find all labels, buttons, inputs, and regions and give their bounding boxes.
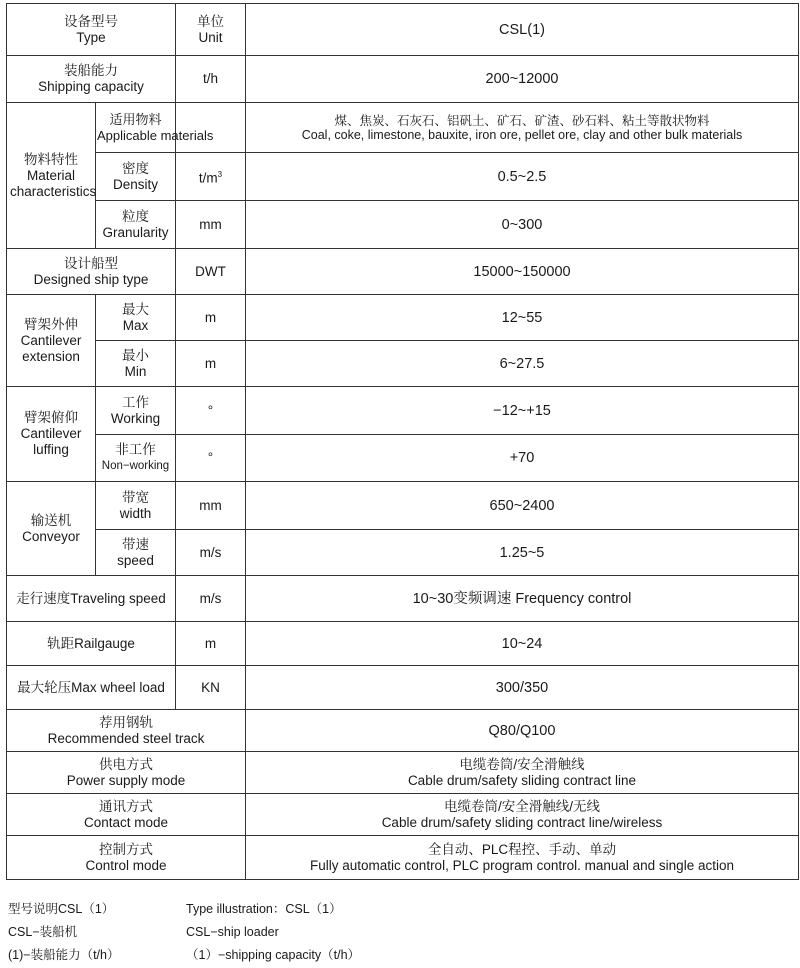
travel-unit: m/s bbox=[176, 576, 246, 622]
table-row bbox=[7, 153, 799, 201]
gauge-label: 轨距Railgauge bbox=[7, 622, 176, 666]
track-label bbox=[7, 710, 246, 752]
granularity-unit: mm bbox=[176, 201, 246, 249]
luff-nonwork-cn: 非工作 bbox=[115, 442, 156, 457]
ext-min-value: 6~27.5 bbox=[246, 341, 799, 387]
table-row bbox=[7, 794, 799, 836]
luff-work-en: Working bbox=[110, 410, 161, 426]
capacity-value: 200~12000 bbox=[246, 56, 799, 103]
table-row bbox=[7, 666, 799, 710]
control-value-cn: 全自动、PLC程控、手动、单动 bbox=[427, 841, 617, 857]
spec-table bbox=[6, 3, 799, 880]
header-unit-cn: 单位 bbox=[197, 13, 224, 29]
note-cn-line: (1)−装船能力（t/h） bbox=[8, 948, 120, 962]
luff-nonwork-unit: ° bbox=[176, 435, 246, 482]
belt-width-unit: mm bbox=[176, 482, 246, 530]
granularity-value: 0~300 bbox=[246, 201, 799, 249]
contact-value-en: Cable drum/safety sliding contract line/wireless bbox=[381, 814, 663, 830]
header-unit bbox=[176, 4, 246, 56]
header-param-en: Type bbox=[76, 29, 106, 45]
luff-nonwork-en: Non−working bbox=[101, 460, 170, 472]
wheel-label: 最大轮压Max wheel load bbox=[7, 666, 176, 710]
ext-min-en: Min bbox=[124, 363, 147, 379]
travel-label: 走行速度Traveling speed bbox=[7, 576, 176, 622]
table-row bbox=[7, 4, 799, 56]
ext-min-unit: m bbox=[176, 341, 246, 387]
ship-cn: 设计船型 bbox=[64, 255, 118, 271]
contact-value bbox=[246, 794, 799, 836]
extension-group-label bbox=[7, 295, 96, 387]
table-row bbox=[7, 622, 799, 666]
luffing-group-en: Cantilever luffing bbox=[20, 426, 82, 457]
density-unit-base: t/m bbox=[198, 170, 218, 186]
wheel-value: 300/350 bbox=[246, 666, 799, 710]
luff-work-value: −12~+15 bbox=[246, 387, 799, 435]
power-cn: 供电方式 bbox=[99, 756, 153, 772]
luffing-group-cn: 臂架俯仰 bbox=[24, 410, 78, 425]
density-value: 0.5~2.5 bbox=[246, 153, 799, 201]
material-group-label bbox=[7, 103, 96, 249]
conveyor-group-label bbox=[7, 482, 96, 576]
capacity-unit: t/h bbox=[176, 56, 246, 103]
power-label bbox=[7, 752, 246, 794]
note-en-line: （1）−shipping capacity（t/h） bbox=[186, 948, 361, 962]
control-en: Control mode bbox=[85, 857, 167, 873]
table-row bbox=[7, 530, 799, 576]
ship-en: Designed ship type bbox=[33, 271, 149, 287]
power-value-cn: 电缆卷筒/安全滑触线 bbox=[459, 756, 585, 772]
table-row bbox=[7, 836, 799, 880]
granularity-label bbox=[96, 201, 176, 249]
gauge-unit: m bbox=[176, 622, 246, 666]
ship-unit: DWT bbox=[176, 249, 246, 295]
ext-max-label bbox=[96, 295, 176, 341]
note-en-line: Type illustration：CSL（1） bbox=[186, 902, 342, 916]
table-row bbox=[7, 249, 799, 295]
gauge-value: 10~24 bbox=[246, 622, 799, 666]
density-unit-sup: 3 bbox=[217, 169, 223, 179]
ship-label bbox=[7, 249, 176, 295]
luff-work-unit: ° bbox=[176, 387, 246, 435]
control-label bbox=[7, 836, 246, 880]
belt-width-value: 650~2400 bbox=[246, 482, 799, 530]
luff-nonwork-label bbox=[96, 435, 176, 482]
applicable-cn: 适用物料 bbox=[109, 111, 162, 127]
applicable-value-cn: 煤、焦炭、石灰石、铝矾土、矿石、矿渣、砂石料、粘土等散状物料 bbox=[334, 113, 710, 128]
contact-label bbox=[7, 794, 246, 836]
notes-cn bbox=[8, 898, 178, 967]
density-cn: 密度 bbox=[122, 160, 149, 176]
applicable-value bbox=[246, 103, 799, 153]
table-row bbox=[7, 482, 799, 530]
table-row bbox=[7, 435, 799, 482]
granularity-en: Granularity bbox=[102, 224, 169, 240]
belt-width-cn: 带宽 bbox=[122, 489, 149, 505]
material-group-en: Material characteristics bbox=[10, 167, 97, 199]
capacity-en: Shipping capacity bbox=[38, 79, 144, 94]
track-en: Recommended steel track bbox=[47, 730, 205, 746]
applicable-value-en: Coal, coke, limestone, bauxite, iron ore, pellet ore, clay and other bulk materials bbox=[301, 127, 743, 142]
control-value-en: Fully automatic control, PLC program control. manual and single action bbox=[310, 857, 734, 873]
luffing-group-label bbox=[7, 387, 96, 482]
ext-max-value: 12~55 bbox=[246, 295, 799, 341]
header-param-cn: 设备型号 bbox=[64, 13, 118, 29]
material-group-cn: 物料特性 bbox=[24, 151, 78, 167]
luff-work-cn: 工作 bbox=[122, 394, 149, 410]
applicable-en: Applicable materials bbox=[97, 127, 214, 143]
ship-value: 15000~150000 bbox=[246, 249, 799, 295]
control-cn: 控制方式 bbox=[99, 841, 153, 857]
control-value bbox=[246, 836, 799, 880]
belt-speed-unit: m/s bbox=[176, 530, 246, 576]
ext-min-label bbox=[96, 341, 176, 387]
table-row bbox=[7, 201, 799, 249]
conveyor-group-en: Conveyor bbox=[22, 528, 80, 544]
extension-group-cn: 臂架外伸 bbox=[24, 316, 78, 332]
table-row bbox=[7, 710, 799, 752]
capacity-cn: 装船能力 bbox=[64, 63, 118, 78]
track-value: Q80/Q100 bbox=[246, 710, 799, 752]
note-cn-line: 型号说明CSL（1） bbox=[8, 902, 115, 916]
table-row bbox=[7, 56, 799, 103]
luff-work-label bbox=[96, 387, 176, 435]
belt-speed-label bbox=[96, 530, 176, 576]
density-en: Density bbox=[112, 176, 158, 192]
extension-group-en: Cantilever extension bbox=[20, 332, 82, 364]
contact-en: Contact mode bbox=[83, 814, 169, 830]
track-cn: 荐用钢轨 bbox=[99, 714, 153, 730]
contact-value-cn: 电缆卷筒/安全滑触线/无线 bbox=[443, 798, 600, 814]
table-row bbox=[7, 295, 799, 341]
note-cn-line: CSL−装船机 bbox=[8, 925, 78, 939]
power-en: Power supply mode bbox=[66, 772, 186, 788]
header-value: CSL(1) bbox=[246, 4, 799, 56]
belt-speed-en: speed bbox=[117, 552, 154, 568]
table-row bbox=[7, 576, 799, 622]
header-param bbox=[7, 4, 176, 56]
belt-width-en: width bbox=[119, 505, 152, 521]
note-en-line: CSL−ship loader bbox=[186, 925, 279, 939]
table-row bbox=[7, 341, 799, 387]
table-row bbox=[7, 103, 799, 153]
wheel-unit: KN bbox=[176, 666, 246, 710]
ext-min-cn: 最小 bbox=[122, 347, 149, 363]
belt-speed-value: 1.25~5 bbox=[246, 530, 799, 576]
table-row bbox=[7, 387, 799, 435]
density-label bbox=[96, 153, 176, 201]
conveyor-group-cn: 输送机 bbox=[30, 512, 72, 528]
ext-max-en: Max bbox=[122, 317, 149, 333]
belt-width-label bbox=[96, 482, 176, 530]
notes-en bbox=[186, 898, 586, 967]
capacity-label bbox=[7, 56, 176, 103]
applicable-label bbox=[96, 103, 214, 153]
density-unit bbox=[176, 153, 246, 201]
ext-max-cn: 最大 bbox=[122, 301, 149, 317]
belt-speed-cn: 带速 bbox=[122, 536, 149, 552]
power-value-en: Cable drum/safety sliding contract line bbox=[407, 772, 637, 788]
table-row bbox=[7, 752, 799, 794]
granularity-cn: 粒度 bbox=[122, 208, 149, 224]
travel-value: 10~30变频调速 Frequency control bbox=[246, 576, 799, 622]
header-unit-en: Unit bbox=[198, 29, 223, 45]
luff-nonwork-value: +70 bbox=[246, 435, 799, 482]
contact-cn: 通讯方式 bbox=[99, 798, 153, 814]
power-value bbox=[246, 752, 799, 794]
ext-max-unit: m bbox=[176, 295, 246, 341]
